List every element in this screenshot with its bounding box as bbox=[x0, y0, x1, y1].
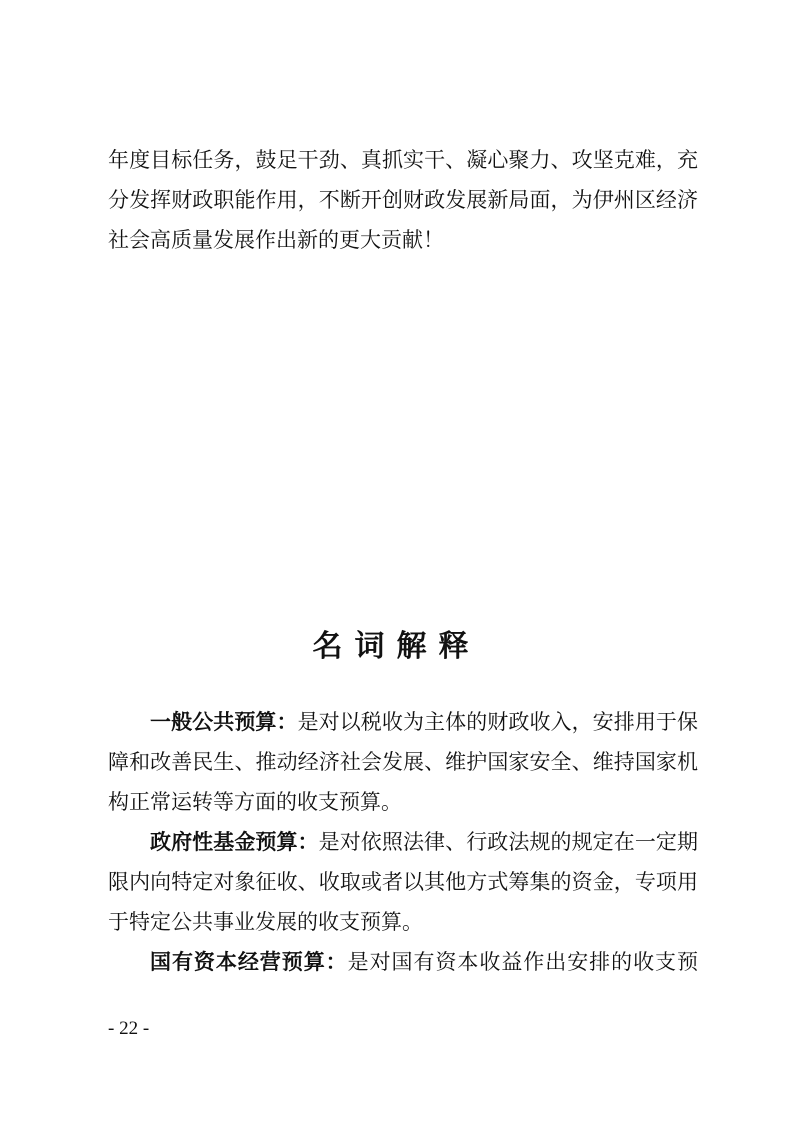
glossary-definition: 是对以税收为主体的财政收入，安排用于保 bbox=[297, 710, 698, 734]
glossary-term: 政府性基金预算： bbox=[150, 830, 319, 854]
entry-first-line bbox=[150, 942, 698, 982]
glossary-term: 一般公共预算： bbox=[150, 710, 298, 734]
entry-first-line bbox=[150, 702, 698, 742]
intro-line: 年度目标任务，鼓足干劲、真抓实干、凝心聚力、攻坚克难，充 bbox=[108, 148, 698, 172]
entry-line: 限内向特定对象征收、收取或者以其他方式筹集的资金，专项用 bbox=[108, 870, 698, 894]
glossary-definition: 是对依照法律、行政法规的规定在一定期 bbox=[318, 830, 698, 854]
glossary-definition: 是对国有资本收益作出安排的收支预 bbox=[347, 950, 698, 974]
entry-line: 障和改善民生、推动经济社会发展、维护国家安全、维持国家机 bbox=[108, 750, 698, 774]
glossary-term: 国有资本经营预算： bbox=[150, 950, 348, 974]
intro-line: 分发挥财政职能作用，不断开创财政发展新局面，为伊州区经济 bbox=[108, 188, 698, 212]
entry-line: 于特定公共事业发展的收支预算。 bbox=[108, 910, 423, 934]
page-number: - 22 - bbox=[108, 1018, 150, 1039]
intro-line: 社会高质量发展作出新的更大贡献！ bbox=[108, 228, 444, 252]
glossary-title: 名词解释 bbox=[312, 629, 481, 664]
entry-first-line bbox=[150, 822, 698, 862]
entry-line: 构正常运转等方面的收支预算。 bbox=[108, 790, 402, 814]
